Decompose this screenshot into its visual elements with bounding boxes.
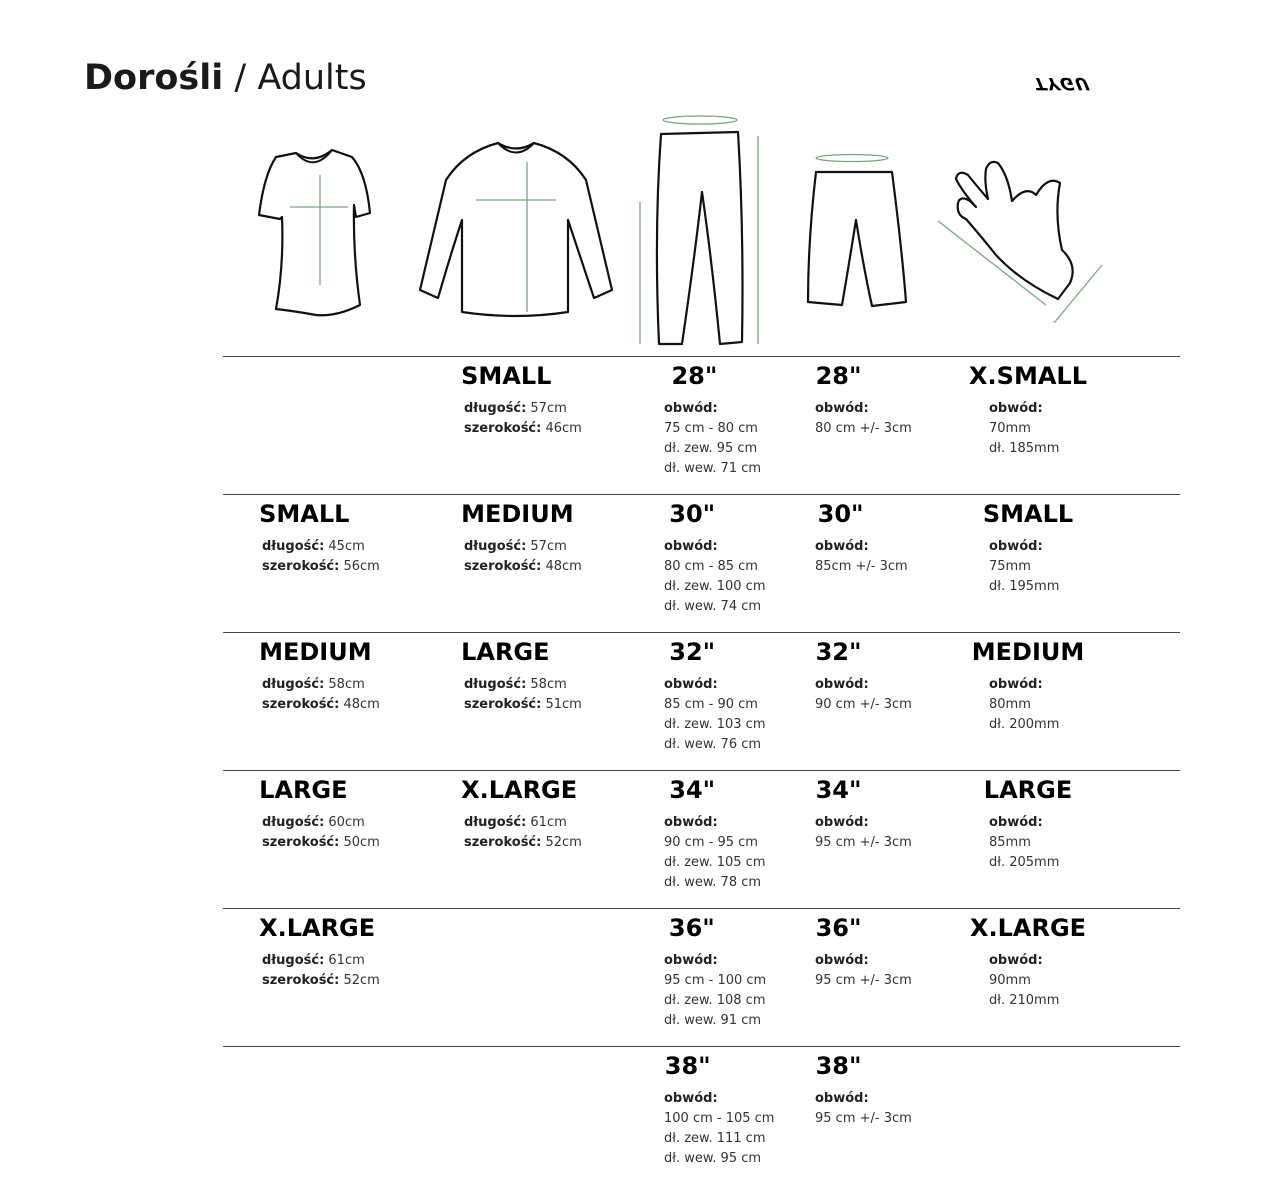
- measurement-value: 90mm: [989, 973, 1031, 988]
- measurement-line: [989, 853, 1077, 873]
- measurement-line: [989, 991, 1105, 1011]
- size-label: 34": [815, 776, 862, 804]
- measurement-label: obwód:: [989, 401, 1043, 416]
- measurement-line: [815, 813, 912, 833]
- measurement-label: szerokość:: [464, 697, 542, 712]
- measurement-label: obwód:: [815, 953, 869, 968]
- gloves-size-cell: [971, 638, 1102, 735]
- measurement-label: długość:: [262, 539, 325, 554]
- pants-size-cell: [664, 1052, 774, 1169]
- measurement-value: 85cm +/- 3cm: [815, 559, 908, 574]
- longsleeve-size-cell: [461, 362, 582, 439]
- gloves-size-cell: [983, 776, 1077, 873]
- size-label: MEDIUM: [461, 500, 574, 528]
- size-label: 38": [664, 1052, 711, 1080]
- measurement-line: [989, 557, 1079, 577]
- measurement-label: obwód:: [664, 401, 718, 416]
- measurement-line: [989, 537, 1079, 557]
- measurement-value: 95 cm +/- 3cm: [815, 835, 912, 850]
- size-label: 38": [815, 1052, 862, 1080]
- measurement-line: [262, 675, 380, 695]
- measurement-value: 46cm: [545, 421, 582, 436]
- measurement-label: długość:: [464, 677, 527, 692]
- measurement-value: 61cm: [530, 815, 567, 830]
- measurement-label: obwód:: [815, 539, 869, 554]
- size-label: 28": [815, 362, 862, 390]
- shorts-size-cell: [815, 638, 912, 715]
- measurement-line: [262, 537, 380, 557]
- measurement-line: [989, 833, 1077, 853]
- measurement-line: [664, 597, 766, 617]
- measurement-label: długość:: [262, 953, 325, 968]
- measurement-line: [464, 399, 582, 419]
- measurement-line: [464, 695, 582, 715]
- measurement-value: 75mm: [989, 559, 1031, 574]
- size-label: 36": [815, 914, 862, 942]
- measurement-line: [989, 439, 1107, 459]
- measurement-value: 95 cm +/- 3cm: [815, 1111, 912, 1126]
- measurement-label: szerokość:: [464, 559, 542, 574]
- measurement-value: 58cm: [530, 677, 567, 692]
- longsleeve-size-cell: [461, 776, 582, 853]
- shorts-size-cell: [815, 914, 912, 991]
- size-label: X.LARGE: [259, 914, 376, 942]
- measurement-value: 48cm: [343, 697, 380, 712]
- measurement-line: [815, 833, 912, 853]
- row-divider: [223, 632, 1180, 633]
- measurement-value: dł. wew. 91 cm: [664, 1013, 762, 1028]
- measurement-label: szerokość:: [262, 697, 340, 712]
- measurement-value: 61cm: [328, 953, 365, 968]
- gloves-size-cell: [969, 914, 1105, 1011]
- measurement-line: [989, 971, 1105, 991]
- title-polish: Dorośli: [84, 58, 224, 98]
- measurement-value: 75 cm - 80 cm: [664, 421, 758, 436]
- measurement-line: [262, 833, 380, 853]
- measurement-value: dł. wew. 95 cm: [664, 1151, 762, 1166]
- size-label: 36": [668, 914, 715, 942]
- measurement-line: [664, 833, 766, 853]
- title-english: Adults: [257, 58, 367, 98]
- shorts-size-cell: [815, 1052, 912, 1129]
- measurement-line: [664, 557, 766, 577]
- measurement-line: [664, 853, 766, 873]
- measurement-line: [664, 715, 766, 735]
- measurement-value: dł. zew. 105 cm: [664, 855, 766, 870]
- measurement-value: 50cm: [343, 835, 380, 850]
- brand-logo: TYGU: [1031, 73, 1092, 93]
- measurement-label: obwód:: [815, 401, 869, 416]
- shorts-size-cell: [815, 776, 912, 853]
- row-divider: [223, 1046, 1180, 1047]
- measurement-line: [664, 1109, 774, 1129]
- measurement-line: [464, 813, 582, 833]
- measurement-line: [989, 715, 1102, 735]
- row-divider: [223, 770, 1180, 771]
- measurement-value: 90 cm +/- 3cm: [815, 697, 912, 712]
- measurement-value: 52cm: [545, 835, 582, 850]
- size-label: 34": [669, 776, 716, 804]
- tshirt-size-cell: [259, 776, 380, 853]
- measurement-line: [989, 577, 1079, 597]
- measurement-value: dł. zew. 111 cm: [664, 1131, 766, 1146]
- measurement-line: [464, 557, 582, 577]
- measurement-line: [664, 1129, 774, 1149]
- measurement-line: [664, 971, 766, 991]
- measurement-line: [664, 419, 761, 439]
- measurement-value: 70mm: [989, 421, 1031, 436]
- measurement-value: dł. 205mm: [989, 855, 1060, 870]
- measurement-value: 80 cm - 85 cm: [664, 559, 758, 574]
- size-label: SMALL: [461, 362, 552, 390]
- pants-size-cell: [664, 776, 766, 893]
- measurement-line: [464, 833, 582, 853]
- measurement-label: obwód:: [815, 1091, 869, 1106]
- row-divider: [223, 356, 1180, 357]
- measurement-line: [815, 971, 912, 991]
- measurement-value: 80mm: [989, 697, 1031, 712]
- measurement-label: szerokość:: [262, 973, 340, 988]
- measurement-value: 60cm: [328, 815, 365, 830]
- measurement-value: dł. wew. 71 cm: [664, 461, 762, 476]
- measurement-value: 48cm: [545, 559, 582, 574]
- shorts-icon: [804, 150, 912, 314]
- measurement-line: [989, 399, 1107, 419]
- measurement-value: dł. wew. 74 cm: [664, 599, 762, 614]
- tshirt-size-cell: [259, 914, 380, 991]
- measurement-line: [989, 813, 1077, 833]
- pants-icon: [636, 112, 764, 351]
- longsleeve-size-cell: [461, 638, 582, 715]
- tshirt-icon: [256, 145, 374, 324]
- size-label: X.LARGE: [969, 914, 1087, 942]
- measurement-label: obwód:: [664, 815, 718, 830]
- measurement-line: [664, 951, 766, 971]
- measurement-value: 95 cm - 100 cm: [664, 973, 767, 988]
- measurement-line: [262, 813, 380, 833]
- measurement-line: [664, 735, 766, 755]
- measurement-line: [989, 695, 1102, 715]
- measurement-line: [664, 1011, 766, 1031]
- measurement-value: dł. 185mm: [989, 441, 1060, 456]
- measurement-label: szerokość:: [464, 835, 542, 850]
- tshirt-size-cell: [259, 638, 380, 715]
- measurement-value: dł. 210mm: [989, 993, 1060, 1008]
- measurement-label: obwód:: [815, 677, 869, 692]
- measurement-line: [664, 695, 766, 715]
- measurement-value: dł. zew. 108 cm: [664, 993, 766, 1008]
- size-label: SMALL: [982, 500, 1074, 528]
- measurement-value: dł. wew. 78 cm: [664, 875, 762, 890]
- size-label: MEDIUM: [259, 638, 372, 666]
- measurement-label: obwód:: [815, 815, 869, 830]
- size-label: X.SMALL: [969, 362, 1087, 390]
- measurement-value: 52cm: [343, 973, 380, 988]
- measurement-line: [664, 537, 766, 557]
- measurement-line: [815, 399, 912, 419]
- measurement-line: [989, 675, 1102, 695]
- size-label: 32": [815, 638, 862, 666]
- measurement-line: [664, 459, 761, 479]
- longsleeve-icon: [418, 140, 614, 329]
- size-label: X.LARGE: [461, 776, 578, 804]
- measurement-label: obwód:: [989, 953, 1043, 968]
- measurement-line: [262, 971, 380, 991]
- row-divider: [223, 908, 1180, 909]
- measurement-value: dł. 200mm: [989, 717, 1060, 732]
- measurement-line: [989, 419, 1107, 439]
- size-label: 30": [817, 500, 864, 528]
- measurement-line: [664, 873, 766, 893]
- measurement-line: [664, 813, 766, 833]
- measurement-line: [664, 439, 761, 459]
- measurement-label: obwód:: [989, 677, 1043, 692]
- shorts-size-cell: [815, 500, 908, 577]
- measurement-value: 51cm: [545, 697, 582, 712]
- measurement-line: [464, 419, 582, 439]
- size-label: LARGE: [461, 638, 550, 666]
- row-divider: [223, 494, 1180, 495]
- size-label: 32": [669, 638, 716, 666]
- measurement-label: długość:: [464, 401, 527, 416]
- measurement-label: długość:: [262, 815, 325, 830]
- measurement-line: [815, 695, 912, 715]
- pants-size-cell: [664, 638, 766, 755]
- measurement-value: dł. zew. 100 cm: [664, 579, 766, 594]
- measurement-line: [815, 419, 912, 439]
- measurement-line: [989, 951, 1105, 971]
- size-label: 30": [669, 500, 716, 528]
- measurement-label: długość:: [262, 677, 325, 692]
- measurement-label: obwód:: [664, 1091, 718, 1106]
- measurement-value: 95 cm +/- 3cm: [815, 973, 912, 988]
- measurement-value: 56cm: [343, 559, 380, 574]
- gloves-size-cell: [969, 362, 1107, 459]
- measurement-line: [815, 557, 908, 577]
- measurement-label: długość:: [464, 815, 527, 830]
- measurement-label: obwód:: [989, 539, 1043, 554]
- measurement-value: dł. 195mm: [989, 579, 1060, 594]
- size-label: 28": [671, 362, 718, 390]
- measurement-line: [815, 1109, 912, 1129]
- pants-size-cell: [664, 500, 766, 617]
- pants-size-cell: [664, 914, 766, 1031]
- measurement-label: obwód:: [664, 953, 718, 968]
- title-separator: /: [234, 58, 247, 98]
- measurement-label: obwód:: [664, 677, 718, 692]
- measurement-label: szerokość:: [464, 421, 542, 436]
- measurement-label: szerokość:: [262, 559, 340, 574]
- size-label: MEDIUM: [971, 638, 1085, 666]
- measurement-line: [815, 537, 908, 557]
- size-label: LARGE: [983, 776, 1073, 804]
- measurement-label: długość:: [464, 539, 527, 554]
- measurement-line: [815, 951, 912, 971]
- measurement-value: 90 cm - 95 cm: [664, 835, 758, 850]
- measurement-line: [464, 537, 582, 557]
- measurement-line: [664, 399, 761, 419]
- measurement-line: [664, 1089, 774, 1109]
- size-label: SMALL: [259, 500, 350, 528]
- measurement-line: [464, 675, 582, 695]
- measurement-label: obwód:: [664, 539, 718, 554]
- longsleeve-size-cell: [461, 500, 582, 577]
- glove-icon: [936, 155, 1104, 331]
- measurement-line: [664, 1149, 774, 1169]
- pants-size-cell: [664, 362, 761, 479]
- tshirt-size-cell: [259, 500, 380, 577]
- measurement-value: 58cm: [328, 677, 365, 692]
- page-title: [84, 56, 367, 100]
- measurement-value: 85mm: [989, 835, 1031, 850]
- measurement-value: dł. zew. 95 cm: [664, 441, 758, 456]
- measurement-line: [664, 991, 766, 1011]
- measurement-line: [262, 951, 380, 971]
- measurement-value: 45cm: [328, 539, 365, 554]
- measurement-line: [664, 675, 766, 695]
- measurement-value: dł. wew. 76 cm: [664, 737, 762, 752]
- measurement-value: 85 cm - 90 cm: [664, 697, 758, 712]
- measurement-line: [664, 577, 766, 597]
- shorts-size-cell: [815, 362, 912, 439]
- measurement-label: szerokość:: [262, 835, 340, 850]
- measurement-value: dł. zew. 103 cm: [664, 717, 766, 732]
- size-label: LARGE: [259, 776, 348, 804]
- measurement-value: 100 cm - 105 cm: [664, 1111, 775, 1126]
- measurement-line: [815, 675, 912, 695]
- gloves-size-cell: [982, 500, 1079, 597]
- measurement-value: 57cm: [530, 539, 567, 554]
- measurement-value: 57cm: [530, 401, 567, 416]
- measurement-line: [262, 557, 380, 577]
- measurement-line: [815, 1089, 912, 1109]
- measurement-line: [262, 695, 380, 715]
- measurement-label: obwód:: [989, 815, 1043, 830]
- measurement-value: 80 cm +/- 3cm: [815, 421, 912, 436]
